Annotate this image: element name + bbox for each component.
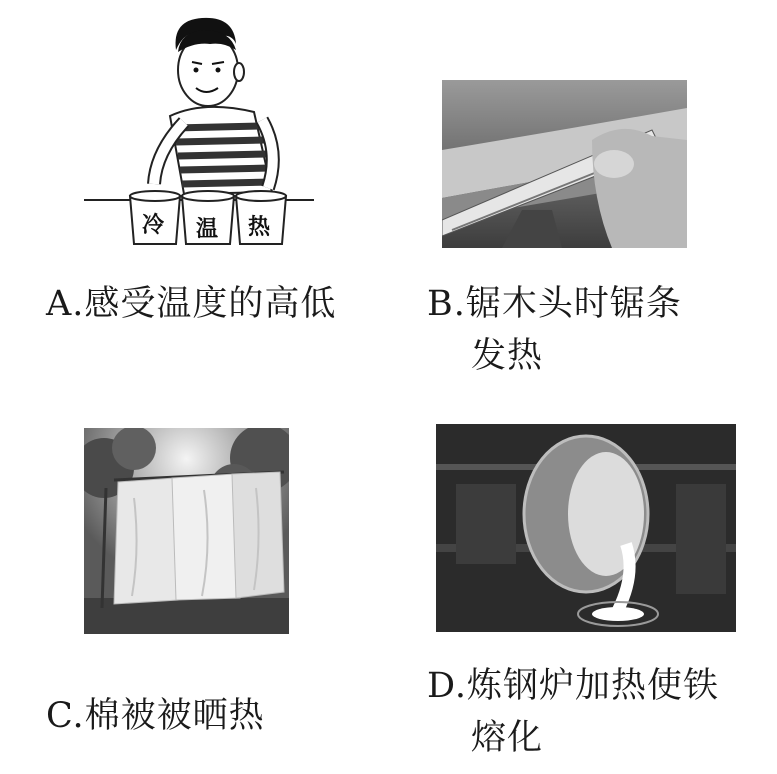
cup-label-cold: 冷 bbox=[142, 213, 165, 238]
cup-label-hot: 热 bbox=[248, 215, 271, 240]
option-d-caption bbox=[427, 660, 719, 764]
option-b-text-line2: 发热 bbox=[471, 336, 544, 376]
option-a-letter: A. bbox=[46, 284, 85, 324]
option-d-photo bbox=[436, 424, 736, 632]
option-a-text: 感受温度的高低 bbox=[84, 284, 337, 324]
option-c-caption bbox=[46, 690, 265, 742]
option-b-caption bbox=[427, 278, 682, 382]
option-d-text-line2: 熔化 bbox=[471, 718, 544, 758]
option-c-text: 棉被被晒热 bbox=[84, 696, 265, 736]
option-b-text-line1: 锯木头时锯条 bbox=[465, 284, 682, 324]
option-c-photo bbox=[84, 428, 289, 634]
option-d-letter: D. bbox=[427, 666, 467, 706]
option-c-letter: C. bbox=[46, 696, 85, 736]
cup-label-warm: 温 bbox=[196, 217, 219, 242]
option-b-photo bbox=[442, 80, 687, 248]
option-d-text-line1: 炼钢炉加热使铁 bbox=[466, 666, 719, 706]
option-b-letter: B. bbox=[427, 284, 466, 324]
option-a-caption bbox=[46, 278, 336, 330]
option-a-illustration bbox=[84, 12, 314, 252]
